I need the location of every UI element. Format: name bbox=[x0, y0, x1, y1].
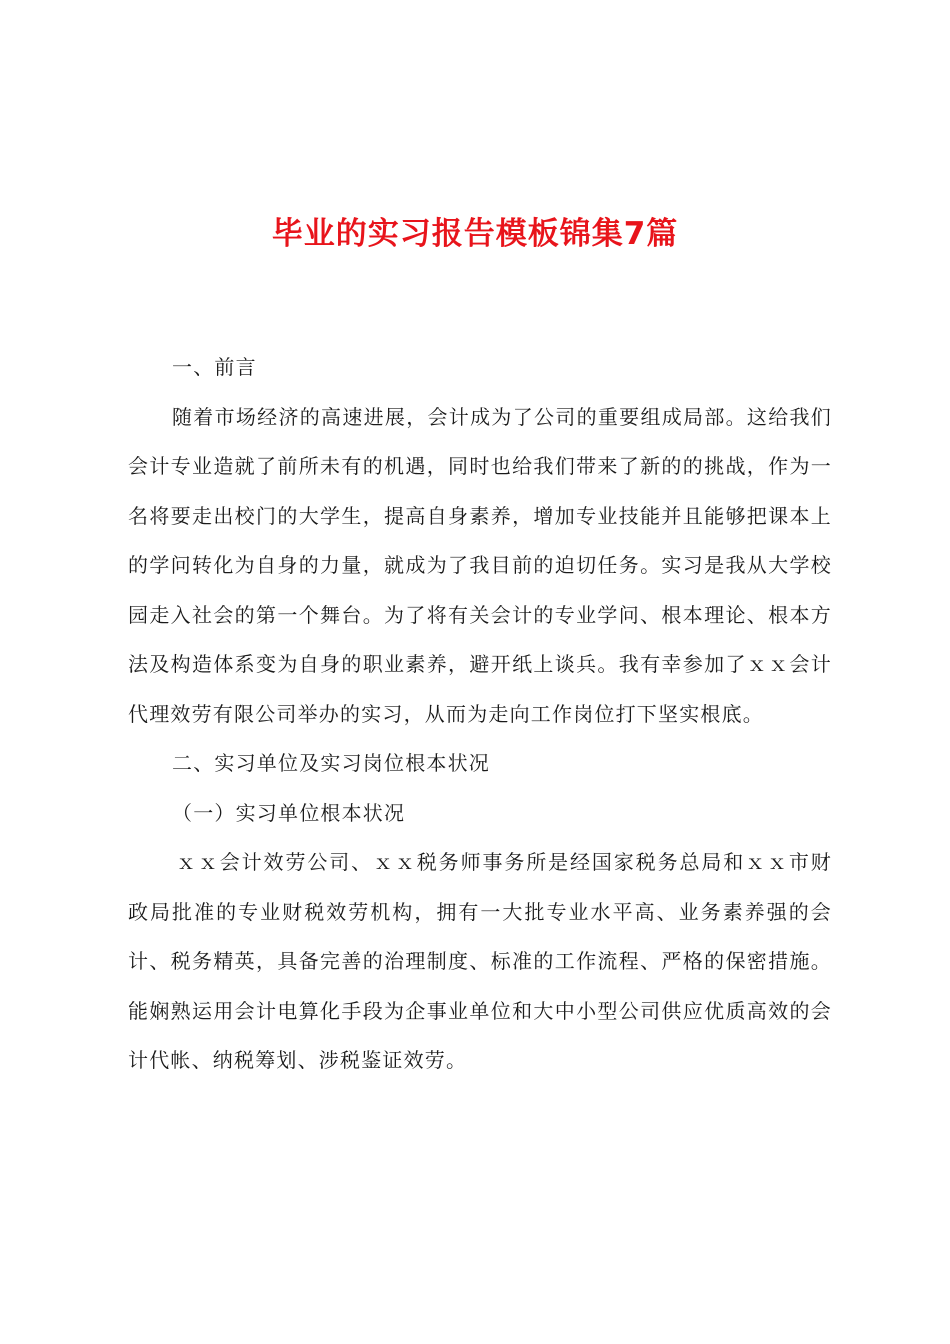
section-heading-internship-unit: 二、实习单位及实习岗位根本状况 bbox=[172, 751, 490, 775]
paragraph-preface: 随着市场经济的高速进展，会计成为了公司的重要组成局部。这给我们会计专业造就了前所未有的机遇，同时也给我们带来了新的的挑战，作为一名将要走出校门的大学生，提高自身素养，增加专业技能并且能够把课本上的学问转化为自身的力量，就成为了我目前的迫切任务。实习是我从大学校园走入社会的第一个舞台。为了将有关会计的专业学问、根本理论、根本方法及构造体系变为自身的职业素养，避开纸上谈兵。我有幸参加了ｘｘ会计代理效劳有限公司举办的实习，从而为走向工作岗位打下坚实根底。 bbox=[128, 404, 832, 726]
document-body bbox=[128, 343, 832, 1086]
paragraph-unit-overview: ｘｘ会计效劳公司、ｘｘ税务师事务所是经国家税务总局和ｘｘ市财政局批准的专业财税效劳机构，拥有一大批专业水平高、业务素养强的会计、税务精英，具备完善的治理制度、标准的工作流程、严格的保密措施。能娴熟运用会计电算化手段为企事业单位和大中小型公司供应优质高效的会计代帐、纳税筹划、涉税鉴证效劳。 bbox=[128, 850, 832, 1072]
section-heading-preface: 一、前言 bbox=[172, 355, 257, 379]
sub-heading-unit-overview: （一）实习单位根本状况 bbox=[172, 800, 406, 825]
document-title: 毕业的实习报告模板锦集7篇 bbox=[271, 216, 679, 252]
